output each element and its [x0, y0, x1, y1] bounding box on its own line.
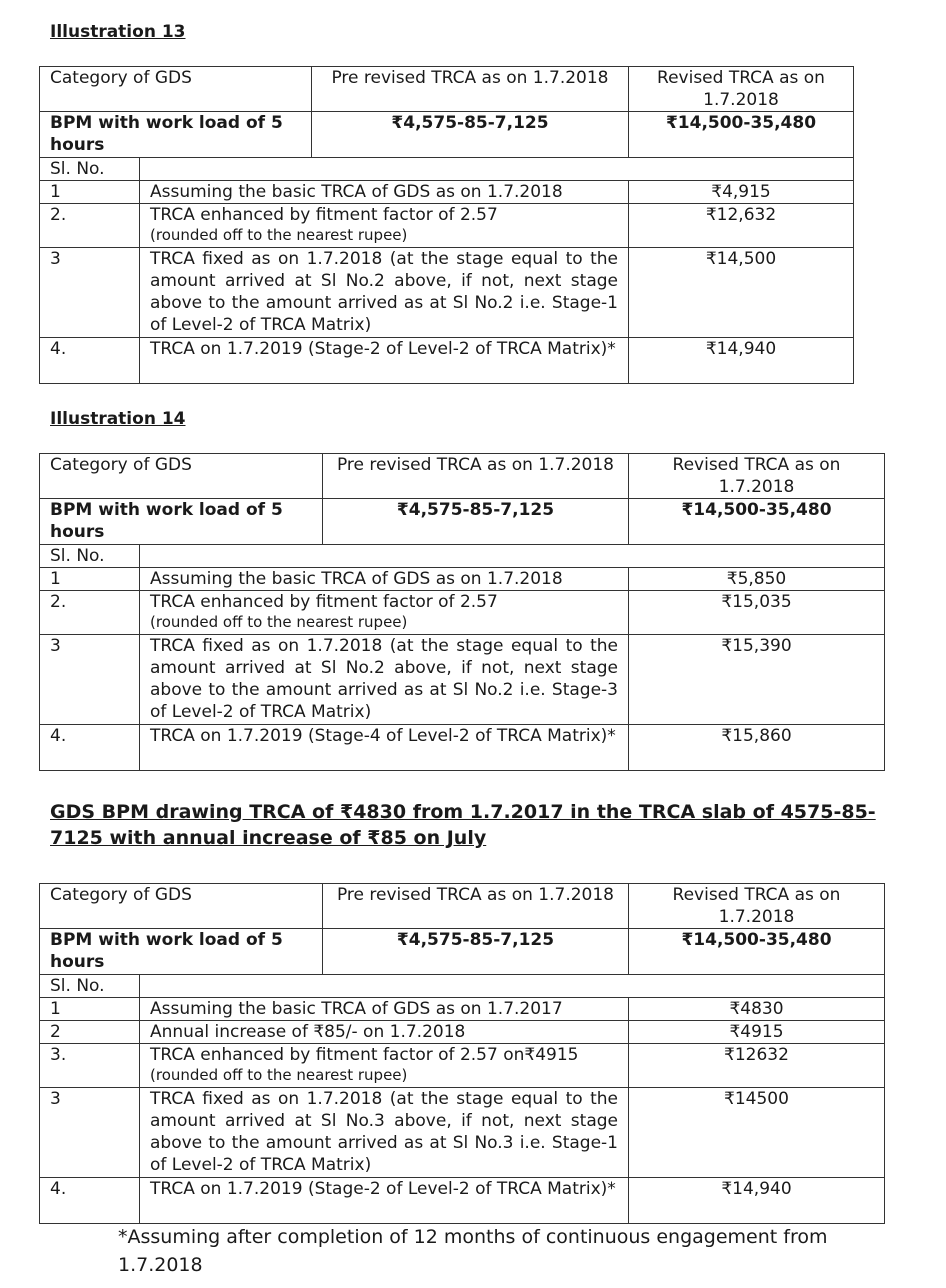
row-description: TRCA fixed as on 1.7.2018 (at the stage equal to the amount arrived at Sl No.3 above, if not, next stage above to the amount arrived as at Sl No.3 i.e. Stage-1 of Level-2 of TRCA Matrix) [140, 1088, 629, 1178]
table-header-row [40, 67, 854, 112]
illustration-14-table [39, 453, 885, 771]
row-description: TRCA fixed as on 1.7.2018 (at the stage equal to the amount arrived at Sl No.2 above, if not, next stage above to the amount arrived as at Sl No.2 i.e. Stage-1 of Level-2 of TRCA Matrix) [140, 248, 629, 338]
row-value: ₹15,390 [629, 635, 885, 725]
row-value: ₹14,940 [629, 338, 854, 384]
row-value: ₹4915 [629, 1021, 885, 1044]
section-3-title: GDS BPM drawing TRCA of ₹4830 from 1.7.2017 in the TRCA slab of 4575-85-7125 with annual increase of ₹85 on July [50, 801, 876, 849]
row-description: TRCA enhanced by fitment factor of 2.57 on₹4915 [150, 1045, 579, 1065]
pre-revised-header: Pre revised TRCA as on 1.7.2018 [312, 67, 629, 112]
row-number: 3 [40, 1088, 140, 1178]
row-description: TRCA on 1.7.2019 (Stage-4 of Level-2 of TRCA Matrix)* [140, 725, 629, 771]
bpm-pre-revised: ₹4,575-85-7,125 [312, 112, 629, 158]
row-description: Annual increase of ₹85/- on 1.7.2018 [140, 1021, 629, 1044]
row-number: 1 [40, 568, 140, 591]
table-row [40, 338, 854, 384]
sl-no-header: Sl. No. [40, 545, 140, 568]
row-number: 1 [40, 181, 140, 204]
row-description-cell [140, 591, 629, 635]
illustration-13-title: Illustration 13 [50, 22, 186, 42]
row-description: TRCA fixed as on 1.7.2018 (at the stage equal to the amount arrived at Sl No.2 above, if not, next stage above to the amount arrived as at Sl No.2 i.e. Stage-3 of Level-2 of TRCA Matrix) [140, 635, 629, 725]
row-number: 4. [40, 1178, 140, 1224]
bpm-revised: ₹14,500-35,480 [629, 499, 885, 545]
footnote: *Assuming after completion of 12 months of continuous engagement from 1.7.2018 [118, 1226, 828, 1276]
sl-no-header: Sl. No. [40, 975, 140, 998]
row-value: ₹15,860 [629, 725, 885, 771]
table-header-row [40, 454, 885, 499]
row-description: TRCA on 1.7.2019 (Stage-2 of Level-2 of TRCA Matrix)* [140, 338, 629, 384]
row-number: 2. [40, 591, 140, 635]
row-value: ₹15,035 [629, 591, 885, 635]
row-description: TRCA on 1.7.2019 (Stage-2 of Level-2 of TRCA Matrix)* [140, 1178, 629, 1224]
row-note: (rounded off to the nearest rupee) [150, 1066, 408, 1084]
row-number: 3 [40, 635, 140, 725]
sl-header-row [40, 158, 854, 181]
row-note: (rounded off to the nearest rupee) [150, 226, 408, 244]
bpm-revised: ₹14,500-35,480 [629, 112, 854, 158]
row-value: ₹5,850 [629, 568, 885, 591]
row-number: 4. [40, 725, 140, 771]
bpm-pre-revised: ₹4,575-85-7,125 [323, 929, 629, 975]
table-header-row [40, 884, 885, 929]
table-row [40, 725, 885, 771]
row-note: (rounded off to the nearest rupee) [150, 613, 408, 631]
category-header: Category of GDS [40, 67, 312, 112]
revised-header: Revised TRCA as on 1.7.2018 [629, 884, 885, 929]
row-number: 4. [40, 338, 140, 384]
revised-header: Revised TRCA as on 1.7.2018 [629, 454, 885, 499]
table-row [40, 181, 854, 204]
bpm-row [40, 499, 885, 545]
bpm-pre-revised: ₹4,575-85-7,125 [323, 499, 629, 545]
revised-header: Revised TRCA as on 1.7.2018 [629, 67, 854, 112]
table-row [40, 248, 854, 338]
table-row [40, 1044, 885, 1088]
illustration-13-table [39, 66, 854, 384]
row-number: 2 [40, 1021, 140, 1044]
row-value: ₹12,632 [629, 204, 854, 248]
row-description: Assuming the basic TRCA of GDS as on 1.7.2018 [140, 568, 629, 591]
row-value: ₹12632 [629, 1044, 885, 1088]
row-number: 2. [40, 204, 140, 248]
row-description: Assuming the basic TRCA of GDS as on 1.7.2018 [140, 181, 629, 204]
bpm-revised: ₹14,500-35,480 [629, 929, 885, 975]
pre-revised-header: Pre revised TRCA as on 1.7.2018 [323, 884, 629, 929]
sl-header-row [40, 545, 885, 568]
table-row [40, 1021, 885, 1044]
table-row [40, 1178, 885, 1224]
category-header: Category of GDS [40, 454, 323, 499]
sl-no-header: Sl. No. [40, 158, 140, 181]
table-row [40, 591, 885, 635]
row-value: ₹4830 [629, 998, 885, 1021]
table-row [40, 635, 885, 725]
row-description: TRCA enhanced by fitment factor of 2.57 [150, 205, 498, 225]
row-value: ₹14,940 [629, 1178, 885, 1224]
row-value: ₹14,500 [629, 248, 854, 338]
row-value: ₹4,915 [629, 181, 854, 204]
category-header: Category of GDS [40, 884, 323, 929]
table-row [40, 1088, 885, 1178]
bpm-label: BPM with work load of 5 hours [40, 929, 323, 975]
row-number: 3. [40, 1044, 140, 1088]
pre-revised-header: Pre revised TRCA as on 1.7.2018 [323, 454, 629, 499]
row-description: TRCA enhanced by fitment factor of 2.57 [150, 592, 498, 612]
row-value: ₹14500 [629, 1088, 885, 1178]
row-description-cell [140, 1044, 629, 1088]
bpm-label: BPM with work load of 5 hours [40, 112, 312, 158]
table-row [40, 998, 885, 1021]
bpm-row [40, 929, 885, 975]
row-description: Assuming the basic TRCA of GDS as on 1.7.2017 [140, 998, 629, 1021]
row-description-cell [140, 204, 629, 248]
illustration-14-title: Illustration 14 [50, 409, 186, 429]
table-row [40, 568, 885, 591]
table-row [40, 204, 854, 248]
section-3-table [39, 883, 885, 1224]
row-number: 3 [40, 248, 140, 338]
bpm-row [40, 112, 854, 158]
row-number: 1 [40, 998, 140, 1021]
bpm-label: BPM with work load of 5 hours [40, 499, 323, 545]
sl-header-row [40, 975, 885, 998]
